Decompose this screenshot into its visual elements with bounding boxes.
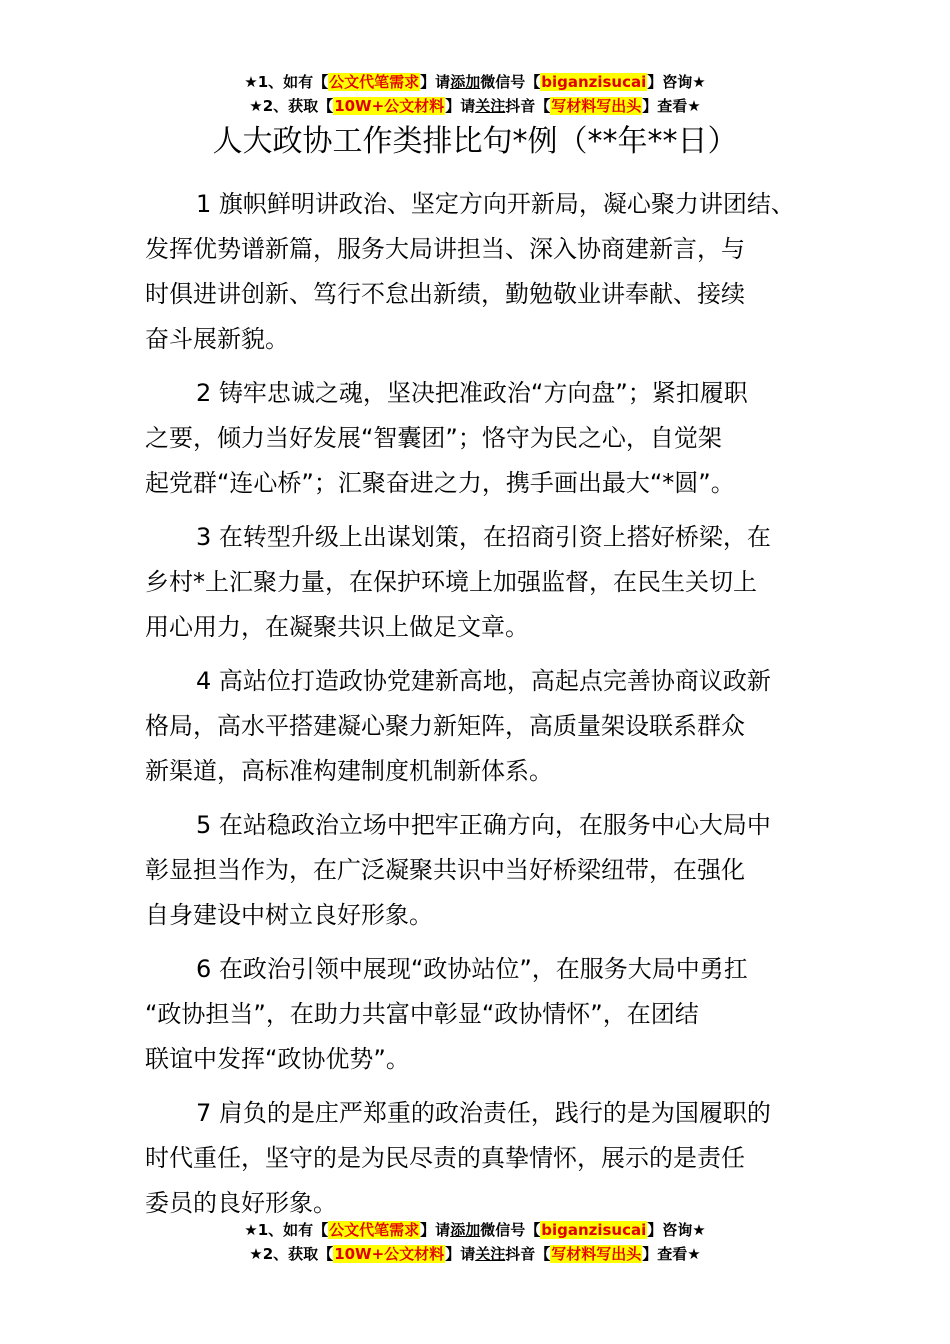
- paragraph-line: 时俱进讲创新、笃行不怠出新绩，勤勉敬业讲奉献、接续: [145, 280, 745, 308]
- highlight-text: biganzisucai: [541, 1221, 647, 1239]
- banner-text: 】请: [420, 1221, 451, 1239]
- banner-line-2: [0, 94, 950, 118]
- banner-text: 微信号【: [480, 1221, 541, 1239]
- document-body: [145, 182, 815, 1235]
- highlight-text: 写材料写出头: [551, 97, 642, 115]
- paragraph-line: 自身建设中树立良好形象。: [145, 901, 433, 929]
- banner-text: ★1、如有【: [244, 1221, 329, 1239]
- highlight-text: 公文代笔需求: [329, 1221, 420, 1239]
- banner-line-1: [0, 1218, 950, 1242]
- paragraph-line: 6 在政治引领中展现“政协站位”，在服务大局中勇扛: [196, 955, 748, 983]
- paragraph-6: [145, 947, 815, 1082]
- paragraph-line: “政协担当”，在助力共富中彰显“政协情怀”，在团结: [145, 1000, 699, 1028]
- paragraph-line: 之要，倾力当好发展“智囊团”；恪守为民之心，自觉架: [145, 424, 722, 452]
- paragraph-line: 联谊中发挥“政协优势”。: [145, 1045, 410, 1073]
- banner-text: ★2、获取【: [249, 97, 334, 115]
- banner-text: 抖音【: [505, 1245, 551, 1263]
- paragraph-line: 2 铸牢忠诚之魂，坚决把准政治“方向盘”；紧扣履职: [196, 379, 748, 407]
- underlined-text: 添加: [450, 73, 481, 91]
- paragraph-line: 起党群“连心桥”；汇聚奋进之力，携手画出最大“*圆”。: [145, 469, 735, 497]
- underlined-text: 添加: [450, 1221, 481, 1239]
- paragraph-line: 4 高站位打造政协党建新高地，高起点完善协商议政新: [196, 667, 771, 695]
- paragraph-line: 3 在转型升级上出谋划策，在招商引资上搭好桥梁，在: [196, 523, 771, 551]
- banner-text: 】查看★: [642, 97, 701, 115]
- banner-text: 】请: [420, 73, 451, 91]
- banner-text: 微信号【: [480, 73, 541, 91]
- paragraph-line: 格局，高水平搭建凝心聚力新矩阵，高质量架设联系群众: [145, 712, 745, 740]
- paragraph-line: 奋斗展新貌。: [145, 325, 289, 353]
- paragraph-line: 发挥优势谱新篇，服务大局讲担当、深入协商建新言，与: [145, 235, 745, 263]
- paragraph-1: [145, 182, 815, 362]
- banner-line-2: [0, 1242, 950, 1266]
- banner-line-1: [0, 70, 950, 94]
- paragraph-2: [145, 371, 815, 506]
- banner-text: ★2、获取【: [249, 1245, 334, 1263]
- paragraph-5: [145, 803, 815, 938]
- banner-text: 】咨询★: [647, 1221, 706, 1239]
- banner-text: 】查看★: [642, 1245, 701, 1263]
- highlight-text: 公文代笔需求: [329, 73, 420, 91]
- paragraph-line: 彰显担当作为，在广泛凝聚共识中当好桥梁纽带，在强化: [145, 856, 745, 884]
- paragraph-7: [145, 1091, 815, 1226]
- underlined-text: 关注: [475, 97, 506, 115]
- paragraph-4: [145, 659, 815, 794]
- paragraph-line: 乡村*上汇聚力量，在保护环境上加强监督，在民生关切上: [145, 568, 757, 596]
- banner-text: ★1、如有【: [244, 73, 329, 91]
- paragraph-line: 1 旗帜鲜明讲政治、坚定方向开新局，凝心聚力讲团结、: [196, 190, 795, 218]
- header-banner: [0, 70, 950, 118]
- banner-text: 】请: [445, 1245, 476, 1263]
- document-title: 人大政协工作类排比句*例（**年**日）: [212, 124, 738, 159]
- paragraph-line: 用心用力，在凝聚共识上做足文章。: [145, 613, 529, 641]
- highlight-text: biganzisucai: [541, 73, 647, 91]
- paragraph-line: 新渠道，高标准构建制度机制新体系。: [145, 757, 553, 785]
- highlight-text: 写材料写出头: [551, 1245, 642, 1263]
- paragraph-3: [145, 515, 815, 650]
- banner-text: 抖音【: [505, 97, 551, 115]
- paragraph-line: 5 在站稳政治立场中把牢正确方向，在服务中心大局中: [196, 811, 771, 839]
- highlight-text: 10W+公文材料: [334, 1245, 445, 1263]
- highlight-text: 10W+公文材料: [334, 97, 445, 115]
- underlined-text: 关注: [475, 1245, 506, 1263]
- banner-text: 】请: [445, 97, 476, 115]
- paragraph-line: 委员的良好形象。: [145, 1189, 337, 1217]
- banner-text: 】咨询★: [647, 73, 706, 91]
- paragraph-line: 7 肩负的是庄严郑重的政治责任，践行的是为国履职的: [196, 1099, 771, 1127]
- footer-banner: [0, 1218, 950, 1266]
- paragraph-line: 时代重任，坚守的是为民尽责的真挚情怀，展示的是责任: [145, 1144, 745, 1172]
